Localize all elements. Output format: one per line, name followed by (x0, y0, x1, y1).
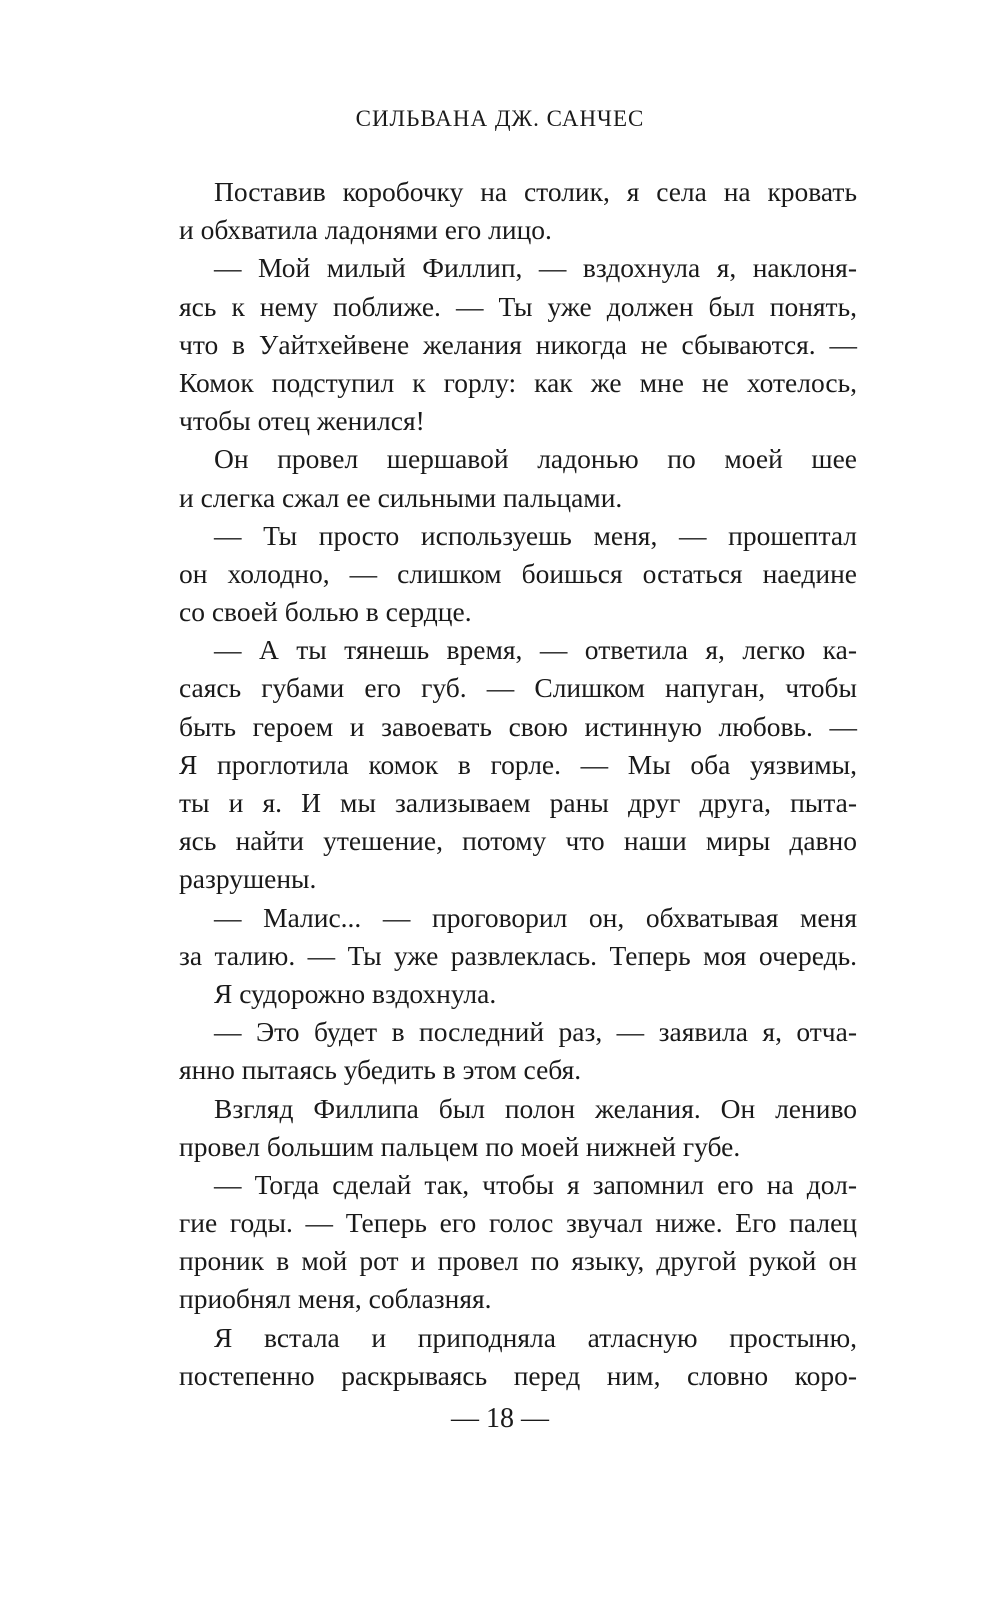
text-line: Я проглотила комок в горле. — Мы оба уязвимы, (179, 748, 857, 780)
text-line: и обхватила ладонями его лицо. (179, 214, 552, 246)
text-line: приобнял меня, соблазняя. (179, 1283, 492, 1315)
text-line: янно пытаясь убедить в этом себя. (179, 1054, 582, 1086)
text-line: гие годы. — Теперь его голос звучал ниже. Его палец (179, 1207, 857, 1239)
text-line: Комок подступил к горлу: как же мне не хотелось, (179, 366, 857, 398)
text-line: Я судорожно вздохнула. (214, 977, 497, 1009)
text-line: быть героем и завоевать свою истинную любовь. — (179, 710, 857, 742)
text-line: ты и я. И мы зализываем раны друг друга, пыта- (179, 787, 857, 818)
text-line: что в Уайтхейвене желания никогда не сбываются. — (179, 328, 857, 360)
text-line: — Это будет в последний раз, — заявила я, отча- (214, 1016, 857, 1048)
text-line: разрушены. (179, 863, 317, 895)
text-line: — А ты тянешь время, — ответила я, легко ка- (214, 634, 857, 666)
text-line: саясь губами его губ. — Слишком напуган, чтобы (179, 672, 857, 704)
text-line: Поставив коробочку на столик, я села на кровать (214, 176, 857, 207)
text-line: он холодно, — слишком боишься остаться наедине (179, 557, 857, 589)
text-line: за талию. — Ты уже развлеклась. Теперь моя очередь. (179, 939, 857, 971)
text-line: и слегка сжал ее сильными пальцами. (179, 481, 623, 513)
text-line: — Ты просто используешь меня, — прошептал (214, 519, 857, 551)
text-line: Он провел шершавой ладонью по моей шее (214, 443, 857, 475)
running-head-author: СИЛЬВАНА ДЖ. САНЧЕС (355, 106, 645, 131)
text-line: — Тогда сделай так, чтобы я запомнил его на дол- (214, 1168, 857, 1200)
text-line: со своей болью в сердце. (179, 596, 472, 628)
text-line: — Мой милый Филлип, — вздохнула я, наклоня- (214, 252, 857, 284)
text-line: Я встала и приподняла атласную простыню, (214, 1321, 857, 1353)
body-text (179, 173, 857, 1395)
text-line: ясь к нему поближе. — Ты уже должен был понять, (179, 290, 857, 322)
text-line: проник в мой рот и провел по языку, другой рукой он (179, 1245, 857, 1277)
text-line: постепенно раскрываясь перед ним, словно коро- (179, 1359, 857, 1391)
page-number: — 18 — (451, 1403, 549, 1434)
text-line: — Малис... — проговорил он, обхватывая меня (214, 901, 857, 933)
text-line: ясь найти утешение, потому что наши миры давно (179, 825, 857, 857)
text-line: чтобы отец женился! (179, 405, 425, 437)
text-line: провел большим пальцем по моей нижней губе. (179, 1130, 741, 1162)
text-line: Взгляд Филлипа был полон желания. Он лениво (214, 1092, 857, 1124)
